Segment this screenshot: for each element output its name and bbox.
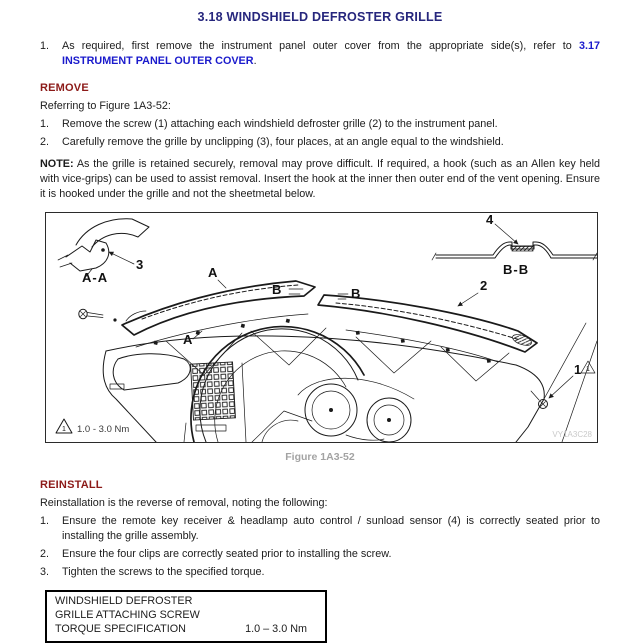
reinstall-step-1 [40,514,600,544]
screw-right-callout [531,361,595,409]
intro-step-number: 1. [40,40,50,52]
callout-2: 2 [480,278,488,293]
remove-intro: Referring to Figure 1A3-52: [40,100,171,112]
torque-spec-box [45,590,327,643]
callout-a-lower: A [183,332,193,347]
callout-b-right: B [351,286,361,301]
callout-a-upper: A [208,265,218,280]
figure-watermark: VY1A3C28 [552,430,592,439]
step-text: Ensure the four clips are correctly seated prior to installing the screw. [62,548,392,560]
torque-box-line3: TORQUE SPECIFICATION [55,622,186,635]
screw-left [79,309,117,321]
step-number: 3. [40,566,50,578]
figure-caption: Figure 1A3-52 [285,451,355,463]
step-number: 1. [40,515,50,527]
callout-1-triangle-number: 1 [586,366,590,373]
note-paragraph [40,157,600,202]
callout-4: 4 [486,213,494,227]
note-label: NOTE: [40,158,74,170]
reinstall-intro: Reinstallation is the reverse of removal, noting the following: [40,497,328,509]
torque-box-spec-row [55,623,317,637]
reinstall-heading: REINSTALL [40,479,103,491]
step-number: 1. [40,118,50,130]
intro-step [40,39,600,69]
reinstall-step-2 [40,547,600,562]
torque-box-line1: WINDSHIELD DEFROSTER [55,595,193,607]
section-aa-label: A-A [82,270,109,285]
callout-1: 1 [574,362,582,377]
torque-box-line2: GRILLE ATTACHING SCREW [55,608,200,621]
remove-step-1 [40,117,600,132]
callout-b-left: B [272,282,282,297]
figure-drawing [46,213,597,442]
remove-heading: REMOVE [40,82,89,94]
step-text: Remove the screw (1) attaching each windshield defroster grille (2) to the instrument panel. [62,118,498,130]
section-bb-label: B-B [503,262,530,277]
callout-3: 3 [136,257,144,272]
reinstall-step-3 [40,565,600,580]
section-view-bb [432,213,597,277]
figure-1a3-52 [45,212,598,443]
link-period: . [253,55,257,67]
torque-legend [56,419,129,435]
intro-step-text [62,39,600,69]
legend-torque-value: 1.0 - 3.0 Nm [77,424,130,435]
remove-step-2 [40,135,600,150]
step-text: Carefully remove the grille by unclipping (3), four places, at an angle equal to the windshield. [62,136,504,148]
page-title: 3.18 WINDSHIELD DEFROSTER GRILLE [197,10,443,24]
note-text: As the grille is retained securely, removal may prove difficult. If required, a hook (such as an Allen key held with vice-grips) can be used to assist removal. Insert the hook at the inner then outer end of the vent opening. Ensure it is hooked under the grille and not the sheetmetal below. [40,158,601,200]
torque-value: 1.0 – 3.0 Nm [245,622,307,635]
step-text: Tighten the screws to the specified torque. [62,566,265,578]
section-view-aa [58,219,149,285]
step-number: 2. [40,548,50,560]
instrument-cluster [298,378,414,442]
cross-reference-link[interactable]: 3.17 INSTRUMENT PANEL OUTER COVER [62,40,600,67]
intro-step-body: As required, first remove the instrument panel outer cover from the appropriate side(s), refer to [62,40,572,52]
legend-triangle-number: 1 [62,426,66,433]
step-text: Ensure the remote key receiver & headlamp auto control / sunload sensor (4) is correctly seated prior to installing the grille assembly. [62,515,600,542]
step-number: 2. [40,136,50,148]
